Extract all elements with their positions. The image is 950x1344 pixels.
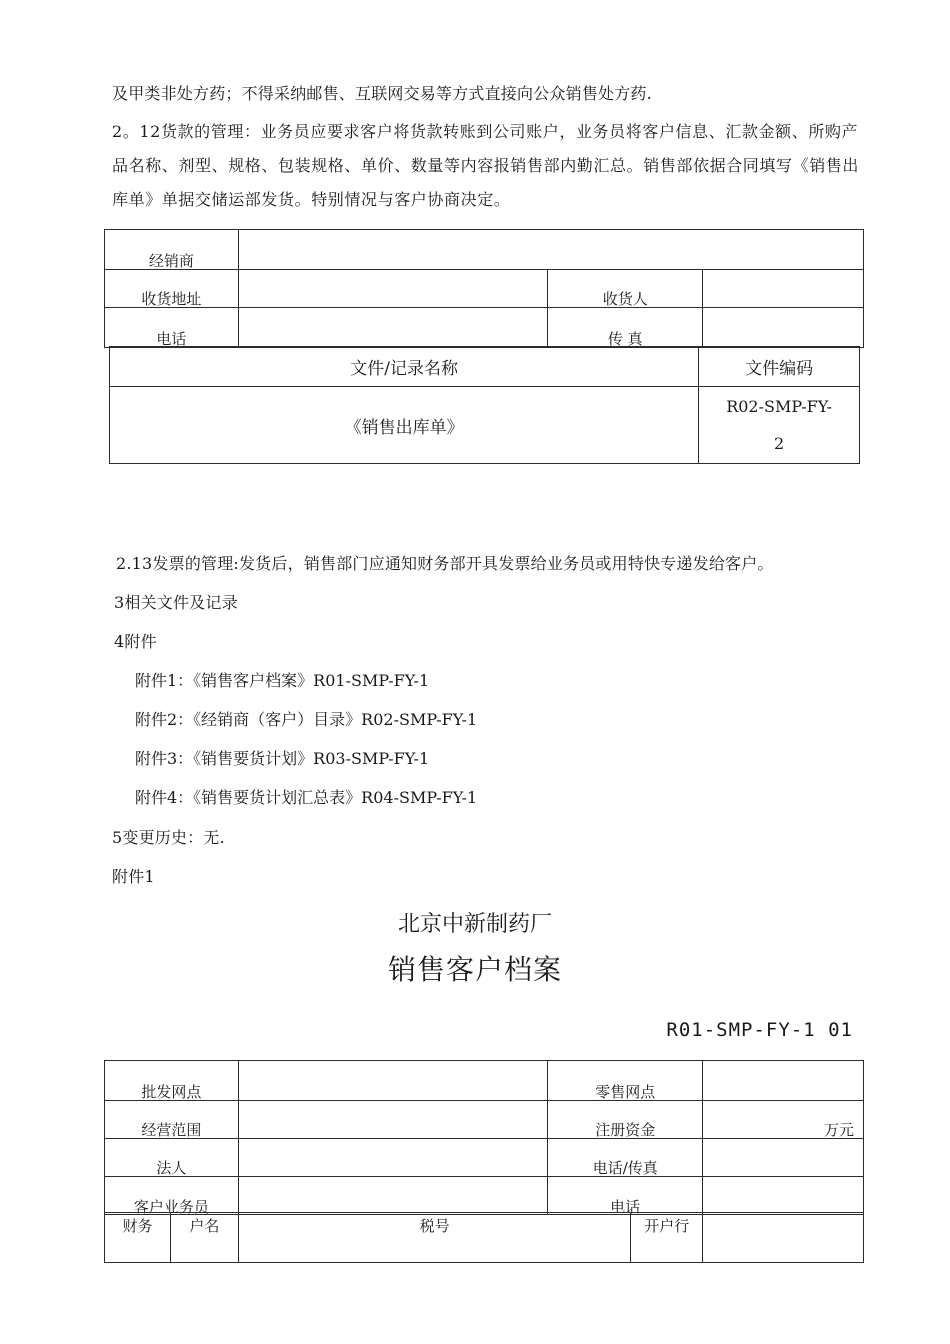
account-name-label: 户名 [170,1213,238,1263]
attachment-2: 附件2：《经销商（客户）目录》R02-SMP-FY-1 [135,710,478,729]
record-code-header: 文件编码 [699,347,860,387]
receiver-value [703,270,864,308]
scope-label: 经营范围 [105,1101,239,1139]
salesman-label: 客户业务员 [105,1177,239,1215]
fax-value [703,308,864,348]
phone-label: 电话 [105,308,239,348]
text-line-invoice: 2.13发票的管理:发货后，销售部门应通知财务部开具发票给业务员或用特快专递发给客户。 [116,554,774,573]
finance-table [104,1212,864,1263]
document-record-table [109,346,860,464]
phone-fax-value [703,1139,864,1177]
dealer-label: 经销商 [105,230,239,270]
address-label: 收货地址 [105,270,239,308]
scope-value [238,1101,548,1139]
capital-label: 注册资金 [548,1101,703,1139]
text-line-prescription: 及甲类非处方药；不得采纳邮售、互联网交易等方式直接向公众销售处方药. [112,84,652,103]
retail-value [703,1061,864,1101]
legal-label: 法人 [105,1139,239,1177]
capital-unit: 万元 [703,1101,864,1139]
phone-value [238,308,548,348]
section-4-heading: 4附件 [114,632,157,651]
wholesale-label: 批发网点 [105,1061,239,1101]
paragraph-payment-management: 2。12货款的管理：业务员应要求客户将货款转账到公司账户，业务员将客户信息、汇款金额、所购产品名称、剂型、规格、包装规格、单价、数量等内容报销售部内勤汇总。销售部依据合同填写《销售出库单》单据交储运部发货。特别情况与客户协商决定。 [112,122,860,209]
record-code-cell [699,387,860,464]
salesman-value [238,1177,548,1215]
dealer-value [238,230,863,270]
company-name: 北京中新制药厂 [397,912,552,937]
record-code-part2: 2 [773,434,785,453]
phone-fax-label: 电话/传真 [548,1139,703,1177]
legal-value [238,1139,548,1177]
address-value [238,270,548,308]
fax-label: 传 真 [548,308,703,348]
receiver-label: 收货人 [548,270,703,308]
section-5-heading: 5变更历史：无. [112,828,225,847]
finance-label: 财务 [105,1213,171,1263]
wholesale-value [238,1061,548,1101]
record-name-header: 文件/记录名称 [110,347,699,387]
record-code-part1: R02-SMP-FY- [726,397,832,416]
bank-value [703,1213,864,1263]
bank-label: 开户行 [631,1213,703,1263]
salesman-phone-label: 电话 [548,1177,703,1215]
consignee-table [104,229,864,348]
attachment-1: 附件1：《销售客户档案》R01-SMP-FY-1 [135,671,430,690]
attachment-4: 附件4：《销售要货计划汇总表》R04-SMP-FY-1 [135,788,478,807]
attachment-3: 附件3：《销售要货计划》R03-SMP-FY-1 [135,749,430,768]
form-title: 销售客户档案 [387,953,562,986]
customer-profile-table [104,1060,864,1215]
tax-number-label: 税号 [238,1213,630,1263]
retail-label: 零售网点 [548,1061,703,1101]
salesman-phone-value [703,1177,864,1215]
section-3-heading: 3相关文件及记录 [114,593,238,612]
record-name-cell: 《销售出库单》 [110,387,699,464]
appendix-heading: 附件1 [112,867,155,886]
form-code: R01-SMP-FY-1 01 [666,1019,853,1041]
